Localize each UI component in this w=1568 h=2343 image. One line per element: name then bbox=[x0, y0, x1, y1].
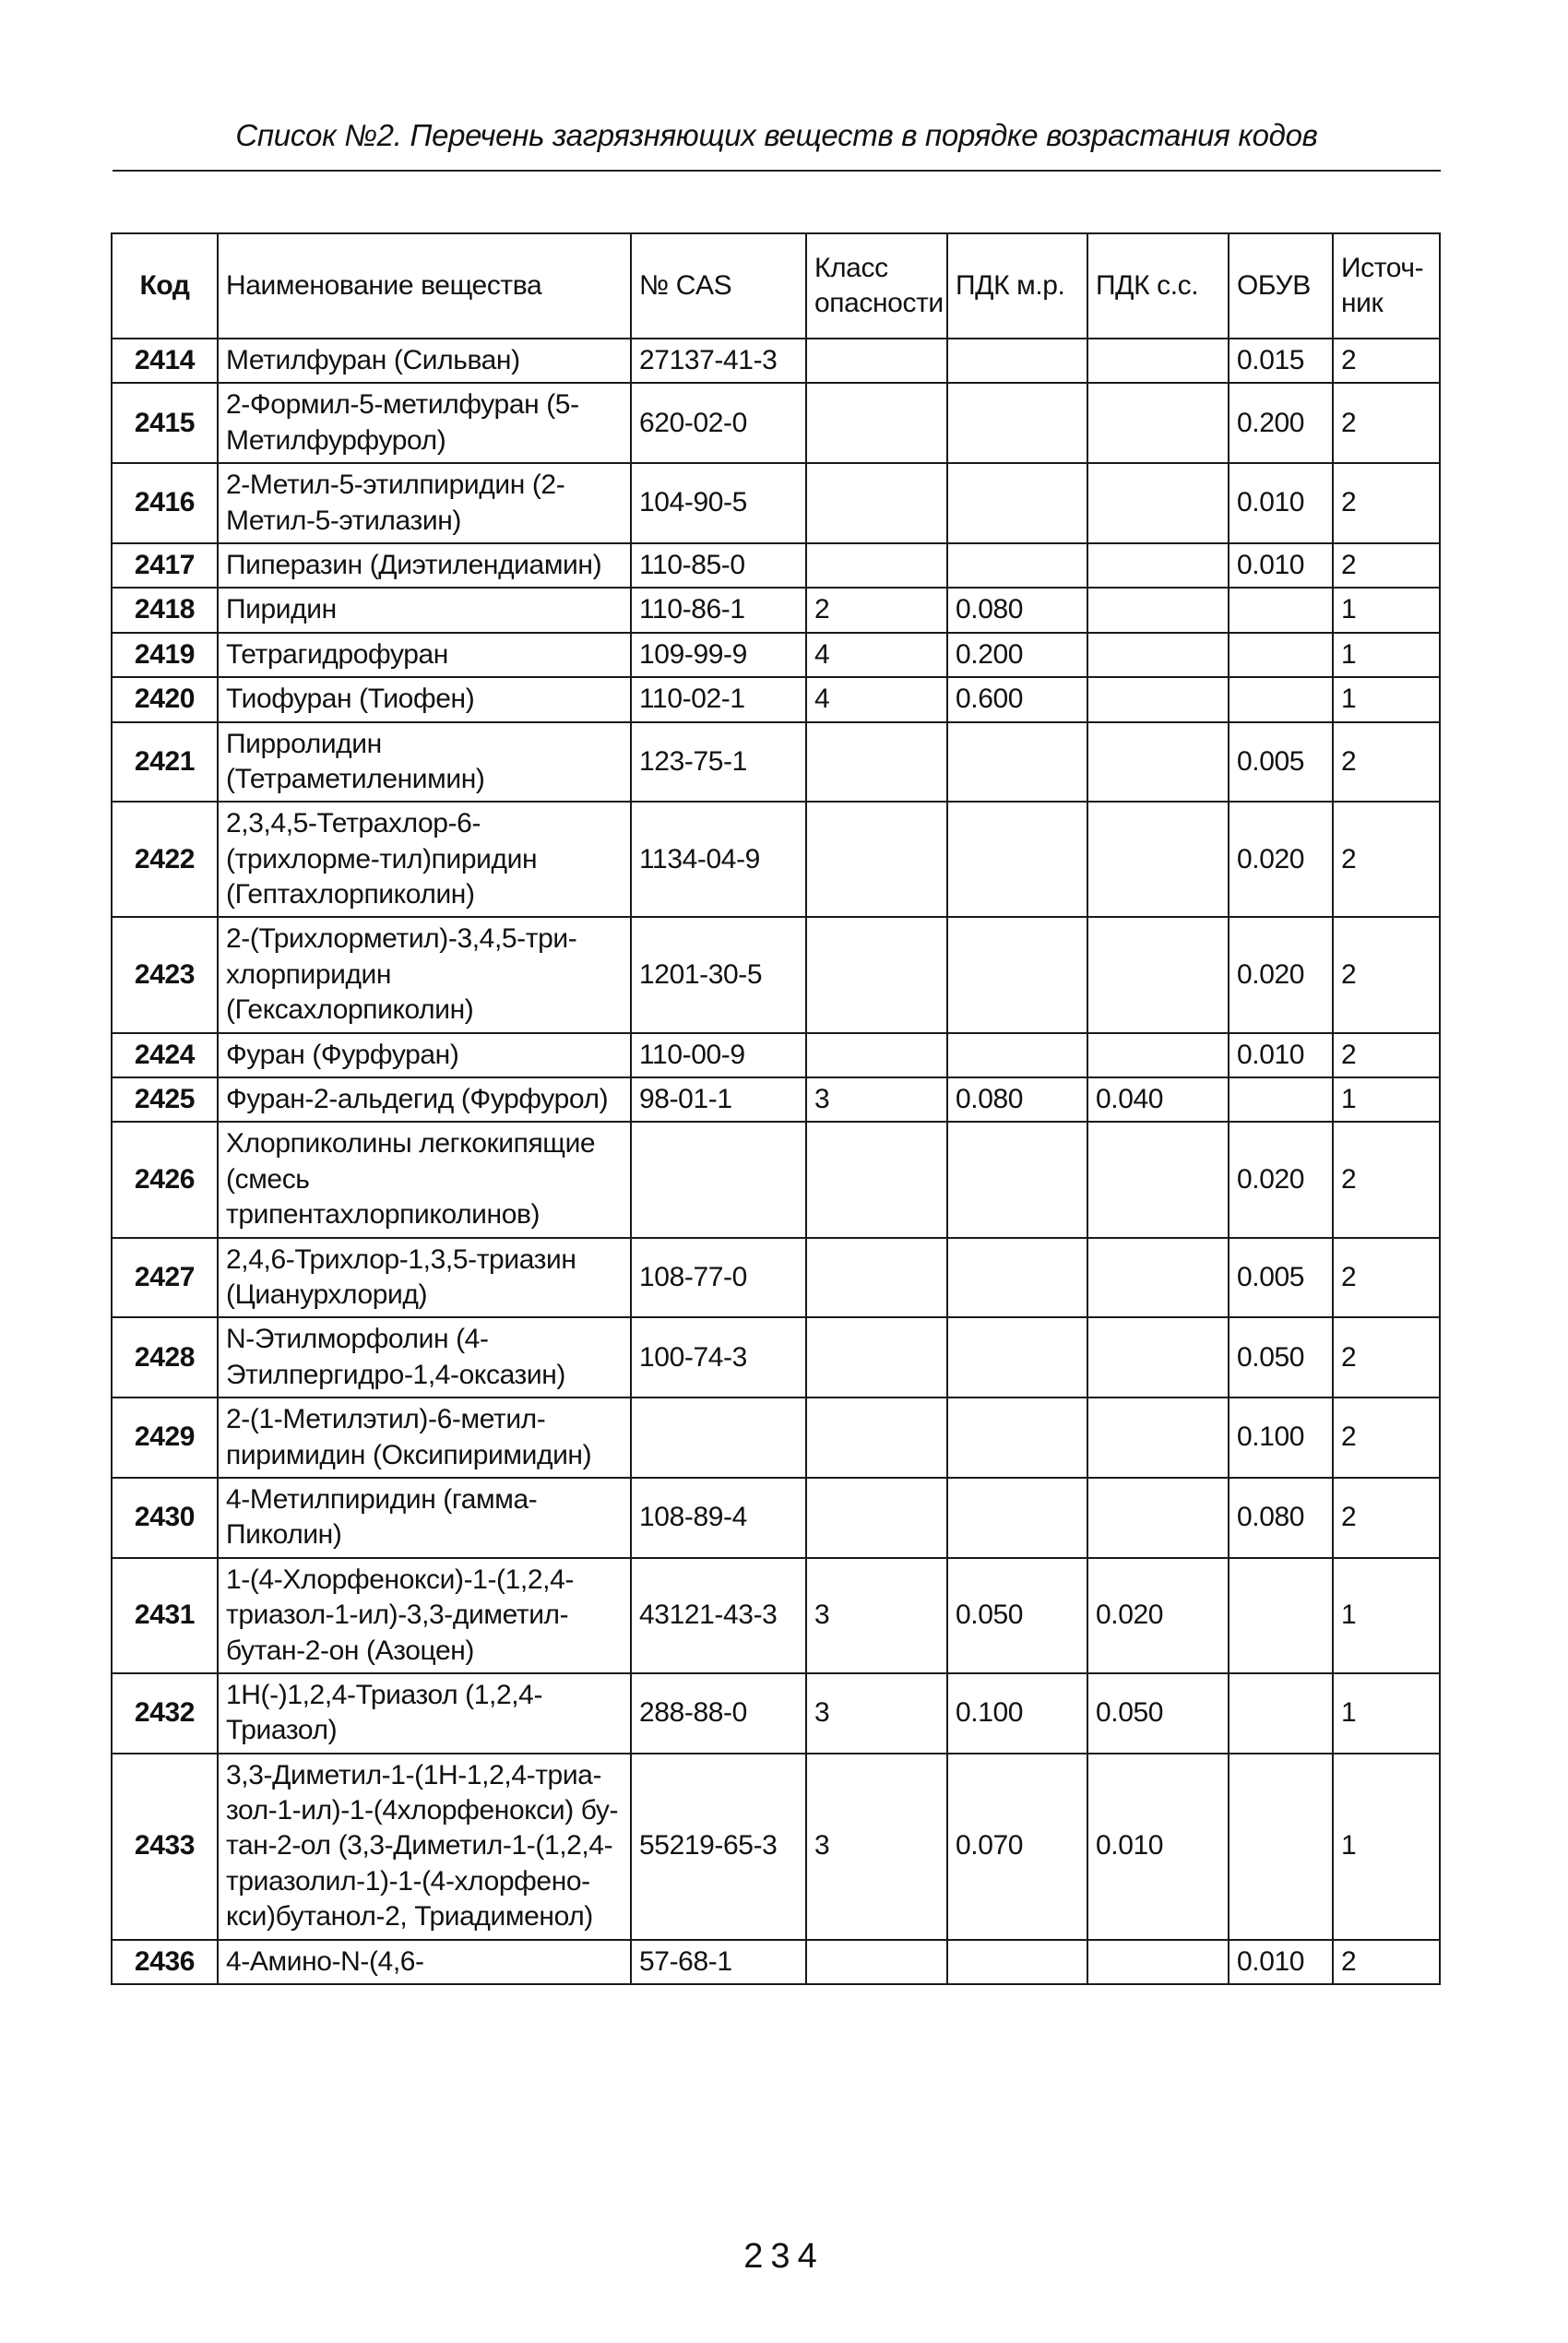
cell-name: 1-(4-Хлорфенокси)-1-(1,2,4-триазол-1-ил)-3,3-диметил-бутан-2-он (Азоцен) bbox=[218, 1558, 631, 1673]
cell-hazard-class bbox=[806, 722, 947, 803]
cell-pdk-ss bbox=[1087, 633, 1229, 677]
cell-obuv: 0.010 bbox=[1229, 1033, 1333, 1077]
table-row bbox=[112, 1033, 1440, 1077]
cell-code: 2415 bbox=[112, 383, 218, 463]
cell-source: 2 bbox=[1333, 1478, 1440, 1558]
cell-name: 2,3,4,5-Тетрахлор-6-(трихлорме-тил)пиридин (Гептахлорпиколин) bbox=[218, 802, 631, 917]
column-header-obuv: ОБУВ bbox=[1229, 233, 1333, 339]
cell-hazard-class bbox=[806, 383, 947, 463]
cell-hazard-class bbox=[806, 339, 947, 383]
cell-name: Пиперазин (Диэтилендиамин) bbox=[218, 543, 631, 588]
cell-pdk-ss bbox=[1087, 917, 1229, 1032]
cell-source: 2 bbox=[1333, 543, 1440, 588]
cell-obuv: 0.015 bbox=[1229, 339, 1333, 383]
cell-pdk-ss bbox=[1087, 802, 1229, 917]
cell-name: 2-(Трихлорметил)-3,4,5-три-хлорпиридин (Гексахлорпиколин) bbox=[218, 917, 631, 1032]
cell-cas: 104-90-5 bbox=[631, 463, 806, 543]
cell-code: 2419 bbox=[112, 633, 218, 677]
cell-source: 1 bbox=[1333, 1077, 1440, 1122]
cell-pdk-mr bbox=[947, 463, 1087, 543]
column-header-hazard-class: Класс опасности bbox=[806, 233, 947, 339]
cell-pdk-mr: 0.080 bbox=[947, 588, 1087, 632]
cell-pdk-ss bbox=[1087, 588, 1229, 632]
cell-name: Хлорпиколины легкокипящие (смесь трипентахлорпиколинов) bbox=[218, 1122, 631, 1237]
cell-pdk-mr: 0.050 bbox=[947, 1558, 1087, 1673]
cell-pdk-mr bbox=[947, 1317, 1087, 1397]
cell-cas: 110-86-1 bbox=[631, 588, 806, 632]
cell-obuv: 0.200 bbox=[1229, 383, 1333, 463]
cell-cas: 108-89-4 bbox=[631, 1478, 806, 1558]
table-row bbox=[112, 463, 1440, 543]
table-row bbox=[112, 1238, 1440, 1318]
cell-hazard-class bbox=[806, 1033, 947, 1077]
cell-name: 4-Амино-N-(4,6- bbox=[218, 1940, 631, 1984]
cell-code: 2424 bbox=[112, 1033, 218, 1077]
cell-obuv bbox=[1229, 588, 1333, 632]
column-header-pdk-mr: ПДК м.р. bbox=[947, 233, 1087, 339]
table-row bbox=[112, 543, 1440, 588]
cell-name: 2,4,6-Трихлор-1,3,5-триазин (Цианурхлорид) bbox=[218, 1238, 631, 1318]
cell-obuv: 0.010 bbox=[1229, 1940, 1333, 1984]
cell-source: 2 bbox=[1333, 1317, 1440, 1397]
cell-cas bbox=[631, 1397, 806, 1478]
cell-name: 2-Метил-5-этилпиридин (2-Метил-5-этилазин) bbox=[218, 463, 631, 543]
cell-pdk-mr bbox=[947, 802, 1087, 917]
cell-source: 1 bbox=[1333, 633, 1440, 677]
cell-pdk-ss bbox=[1087, 463, 1229, 543]
cell-hazard-class bbox=[806, 1478, 947, 1558]
cell-name: 4-Метилпиридин (гамма-Пиколин) bbox=[218, 1478, 631, 1558]
cell-source: 2 bbox=[1333, 383, 1440, 463]
cell-name: 2-Формил-5-метилфуран (5-Метилфурфурол) bbox=[218, 383, 631, 463]
cell-cas: 620-02-0 bbox=[631, 383, 806, 463]
substances-table bbox=[111, 232, 1441, 1985]
cell-pdk-mr bbox=[947, 1940, 1087, 1984]
cell-obuv: 0.050 bbox=[1229, 1317, 1333, 1397]
cell-pdk-mr: 0.600 bbox=[947, 677, 1087, 721]
cell-hazard-class bbox=[806, 917, 947, 1032]
cell-pdk-ss bbox=[1087, 1478, 1229, 1558]
table-row bbox=[112, 1558, 1440, 1673]
table-row bbox=[112, 677, 1440, 721]
column-header-pdk-ss: ПДК с.с. bbox=[1087, 233, 1229, 339]
cell-cas: 1201-30-5 bbox=[631, 917, 806, 1032]
cell-source: 2 bbox=[1333, 722, 1440, 803]
cell-obuv: 0.010 bbox=[1229, 463, 1333, 543]
cell-hazard-class bbox=[806, 1238, 947, 1318]
cell-obuv: 0.020 bbox=[1229, 802, 1333, 917]
cell-hazard-class bbox=[806, 1940, 947, 1984]
cell-name: Фуран-2-альдегид (Фурфурол) bbox=[218, 1077, 631, 1122]
cell-cas: 27137-41-3 bbox=[631, 339, 806, 383]
cell-pdk-ss bbox=[1087, 722, 1229, 803]
table-row bbox=[112, 1317, 1440, 1397]
page-number: 234 bbox=[743, 2237, 825, 2276]
cell-code: 2432 bbox=[112, 1673, 218, 1754]
cell-cas: 55219-65-3 bbox=[631, 1754, 806, 1940]
page-header: Список №2. Перечень загрязняющих веществ в порядке возрастания кодов bbox=[235, 118, 1318, 152]
cell-name: Фуран (Фурфуран) bbox=[218, 1033, 631, 1077]
cell-code: 2414 bbox=[112, 339, 218, 383]
table-row bbox=[112, 1754, 1440, 1940]
cell-cas: 123-75-1 bbox=[631, 722, 806, 803]
column-header-cas: № CAS bbox=[631, 233, 806, 339]
table-row bbox=[112, 722, 1440, 803]
column-header-source: Источ-ник bbox=[1333, 233, 1440, 339]
cell-code: 2418 bbox=[112, 588, 218, 632]
cell-pdk-mr bbox=[947, 543, 1087, 588]
cell-source: 2 bbox=[1333, 1238, 1440, 1318]
cell-source: 2 bbox=[1333, 1397, 1440, 1478]
cell-pdk-mr: 0.100 bbox=[947, 1673, 1087, 1754]
cell-cas: 110-02-1 bbox=[631, 677, 806, 721]
table-row bbox=[112, 917, 1440, 1032]
cell-pdk-mr bbox=[947, 1478, 1087, 1558]
cell-source: 2 bbox=[1333, 463, 1440, 543]
cell-cas: 98-01-1 bbox=[631, 1077, 806, 1122]
cell-code: 2428 bbox=[112, 1317, 218, 1397]
cell-source: 2 bbox=[1333, 802, 1440, 917]
cell-pdk-ss bbox=[1087, 1122, 1229, 1237]
cell-pdk-ss bbox=[1087, 1317, 1229, 1397]
cell-pdk-ss: 0.040 bbox=[1087, 1077, 1229, 1122]
cell-code: 2431 bbox=[112, 1558, 218, 1673]
cell-pdk-ss bbox=[1087, 543, 1229, 588]
cell-hazard-class bbox=[806, 543, 947, 588]
cell-source: 1 bbox=[1333, 1673, 1440, 1754]
table-row bbox=[112, 588, 1440, 632]
cell-hazard-class bbox=[806, 463, 947, 543]
cell-source: 2 bbox=[1333, 1122, 1440, 1237]
cell-name: 2-(1-Метилэтил)-6-метил-пиримидин (Оксипиримидин) bbox=[218, 1397, 631, 1478]
cell-obuv bbox=[1229, 1673, 1333, 1754]
cell-cas: 43121-43-3 bbox=[631, 1558, 806, 1673]
cell-pdk-mr bbox=[947, 1238, 1087, 1318]
cell-code: 2416 bbox=[112, 463, 218, 543]
cell-cas: 288-88-0 bbox=[631, 1673, 806, 1754]
cell-hazard-class: 4 bbox=[806, 633, 947, 677]
cell-code: 2425 bbox=[112, 1077, 218, 1122]
cell-pdk-mr bbox=[947, 339, 1087, 383]
cell-pdk-ss: 0.010 bbox=[1087, 1754, 1229, 1940]
cell-cas: 108-77-0 bbox=[631, 1238, 806, 1318]
cell-hazard-class: 3 bbox=[806, 1754, 947, 1940]
table-header-row bbox=[112, 233, 1440, 339]
table-row bbox=[112, 383, 1440, 463]
cell-source: 1 bbox=[1333, 1754, 1440, 1940]
cell-code: 2429 bbox=[112, 1397, 218, 1478]
table-row bbox=[112, 339, 1440, 383]
cell-pdk-ss bbox=[1087, 677, 1229, 721]
cell-hazard-class: 3 bbox=[806, 1673, 947, 1754]
cell-name: Тетрагидрофуран bbox=[218, 633, 631, 677]
column-header-name: Наименование вещества bbox=[218, 233, 631, 339]
cell-obuv: 0.005 bbox=[1229, 722, 1333, 803]
cell-hazard-class: 3 bbox=[806, 1558, 947, 1673]
table-body bbox=[112, 339, 1440, 1984]
cell-cas: 100-74-3 bbox=[631, 1317, 806, 1397]
cell-pdk-mr: 0.080 bbox=[947, 1077, 1087, 1122]
cell-pdk-mr: 0.070 bbox=[947, 1754, 1087, 1940]
cell-cas: 1134-04-9 bbox=[631, 802, 806, 917]
cell-hazard-class: 3 bbox=[806, 1077, 947, 1122]
cell-hazard-class bbox=[806, 1122, 947, 1237]
table-row bbox=[112, 1673, 1440, 1754]
cell-pdk-ss bbox=[1087, 1238, 1229, 1318]
cell-cas: 110-00-9 bbox=[631, 1033, 806, 1077]
cell-code: 2423 bbox=[112, 917, 218, 1032]
cell-pdk-ss: 0.020 bbox=[1087, 1558, 1229, 1673]
cell-pdk-mr bbox=[947, 1033, 1087, 1077]
cell-cas: 57-68-1 bbox=[631, 1940, 806, 1984]
cell-code: 2430 bbox=[112, 1478, 218, 1558]
cell-obuv: 0.020 bbox=[1229, 1122, 1333, 1237]
table-row bbox=[112, 1478, 1440, 1558]
cell-obuv: 0.080 bbox=[1229, 1478, 1333, 1558]
cell-source: 2 bbox=[1333, 917, 1440, 1032]
cell-code: 2436 bbox=[112, 1940, 218, 1984]
cell-pdk-ss bbox=[1087, 1033, 1229, 1077]
cell-hazard-class bbox=[806, 1317, 947, 1397]
cell-name: Пиридин bbox=[218, 588, 631, 632]
cell-pdk-mr bbox=[947, 722, 1087, 803]
cell-obuv bbox=[1229, 633, 1333, 677]
cell-source: 2 bbox=[1333, 339, 1440, 383]
table-row bbox=[112, 633, 1440, 677]
cell-name: Тиофуран (Тиофен) bbox=[218, 677, 631, 721]
cell-pdk-ss bbox=[1087, 339, 1229, 383]
cell-pdk-ss bbox=[1087, 383, 1229, 463]
cell-obuv bbox=[1229, 1754, 1333, 1940]
cell-code: 2417 bbox=[112, 543, 218, 588]
table-row bbox=[112, 1940, 1440, 1984]
cell-code: 2426 bbox=[112, 1122, 218, 1237]
cell-obuv: 0.010 bbox=[1229, 543, 1333, 588]
cell-source: 1 bbox=[1333, 1558, 1440, 1673]
cell-pdk-ss: 0.050 bbox=[1087, 1673, 1229, 1754]
column-header-code: Код bbox=[112, 233, 218, 339]
cell-code: 2433 bbox=[112, 1754, 218, 1940]
cell-cas bbox=[631, 1122, 806, 1237]
table-row bbox=[112, 802, 1440, 917]
cell-name: 3,3-Диметил-1-(1Н-1,2,4-триа-зол-1-ил)-1-(4хлорфенокси) бу-тан-2-ол (3,3-Диметил-1-(1,2,4-триазолил-1)-1-(4-хлорфено-кси)бутанол-2, Триадименол) bbox=[218, 1754, 631, 1940]
cell-hazard-class bbox=[806, 802, 947, 917]
cell-source: 2 bbox=[1333, 1940, 1440, 1984]
cell-source: 1 bbox=[1333, 588, 1440, 632]
cell-hazard-class bbox=[806, 1397, 947, 1478]
cell-code: 2421 bbox=[112, 722, 218, 803]
cell-pdk-mr: 0.200 bbox=[947, 633, 1087, 677]
cell-obuv: 0.020 bbox=[1229, 917, 1333, 1032]
cell-pdk-ss bbox=[1087, 1940, 1229, 1984]
header-divider bbox=[113, 170, 1441, 172]
cell-name: Метилфуран (Сильван) bbox=[218, 339, 631, 383]
cell-pdk-ss bbox=[1087, 1397, 1229, 1478]
cell-cas: 110-85-0 bbox=[631, 543, 806, 588]
cell-code: 2427 bbox=[112, 1238, 218, 1318]
cell-pdk-mr bbox=[947, 917, 1087, 1032]
cell-name: Пирролидин (Тетраметиленимин) bbox=[218, 722, 631, 803]
table-row bbox=[112, 1077, 1440, 1122]
table-row bbox=[112, 1397, 1440, 1478]
cell-obuv bbox=[1229, 1077, 1333, 1122]
cell-code: 2422 bbox=[112, 802, 218, 917]
table-row bbox=[112, 1122, 1440, 1237]
cell-hazard-class: 2 bbox=[806, 588, 947, 632]
cell-name: 1Н(-)1,2,4-Триазол (1,2,4-Триазол) bbox=[218, 1673, 631, 1754]
cell-obuv: 0.100 bbox=[1229, 1397, 1333, 1478]
cell-source: 1 bbox=[1333, 677, 1440, 721]
cell-hazard-class: 4 bbox=[806, 677, 947, 721]
cell-cas: 109-99-9 bbox=[631, 633, 806, 677]
cell-obuv: 0.005 bbox=[1229, 1238, 1333, 1318]
cell-obuv bbox=[1229, 1558, 1333, 1673]
cell-name: N-Этилморфолин (4-Этилпергидро-1,4-оксазин) bbox=[218, 1317, 631, 1397]
cell-code: 2420 bbox=[112, 677, 218, 721]
cell-obuv bbox=[1229, 677, 1333, 721]
cell-source: 2 bbox=[1333, 1033, 1440, 1077]
cell-pdk-mr bbox=[947, 1397, 1087, 1478]
cell-pdk-mr bbox=[947, 1122, 1087, 1237]
cell-pdk-mr bbox=[947, 383, 1087, 463]
